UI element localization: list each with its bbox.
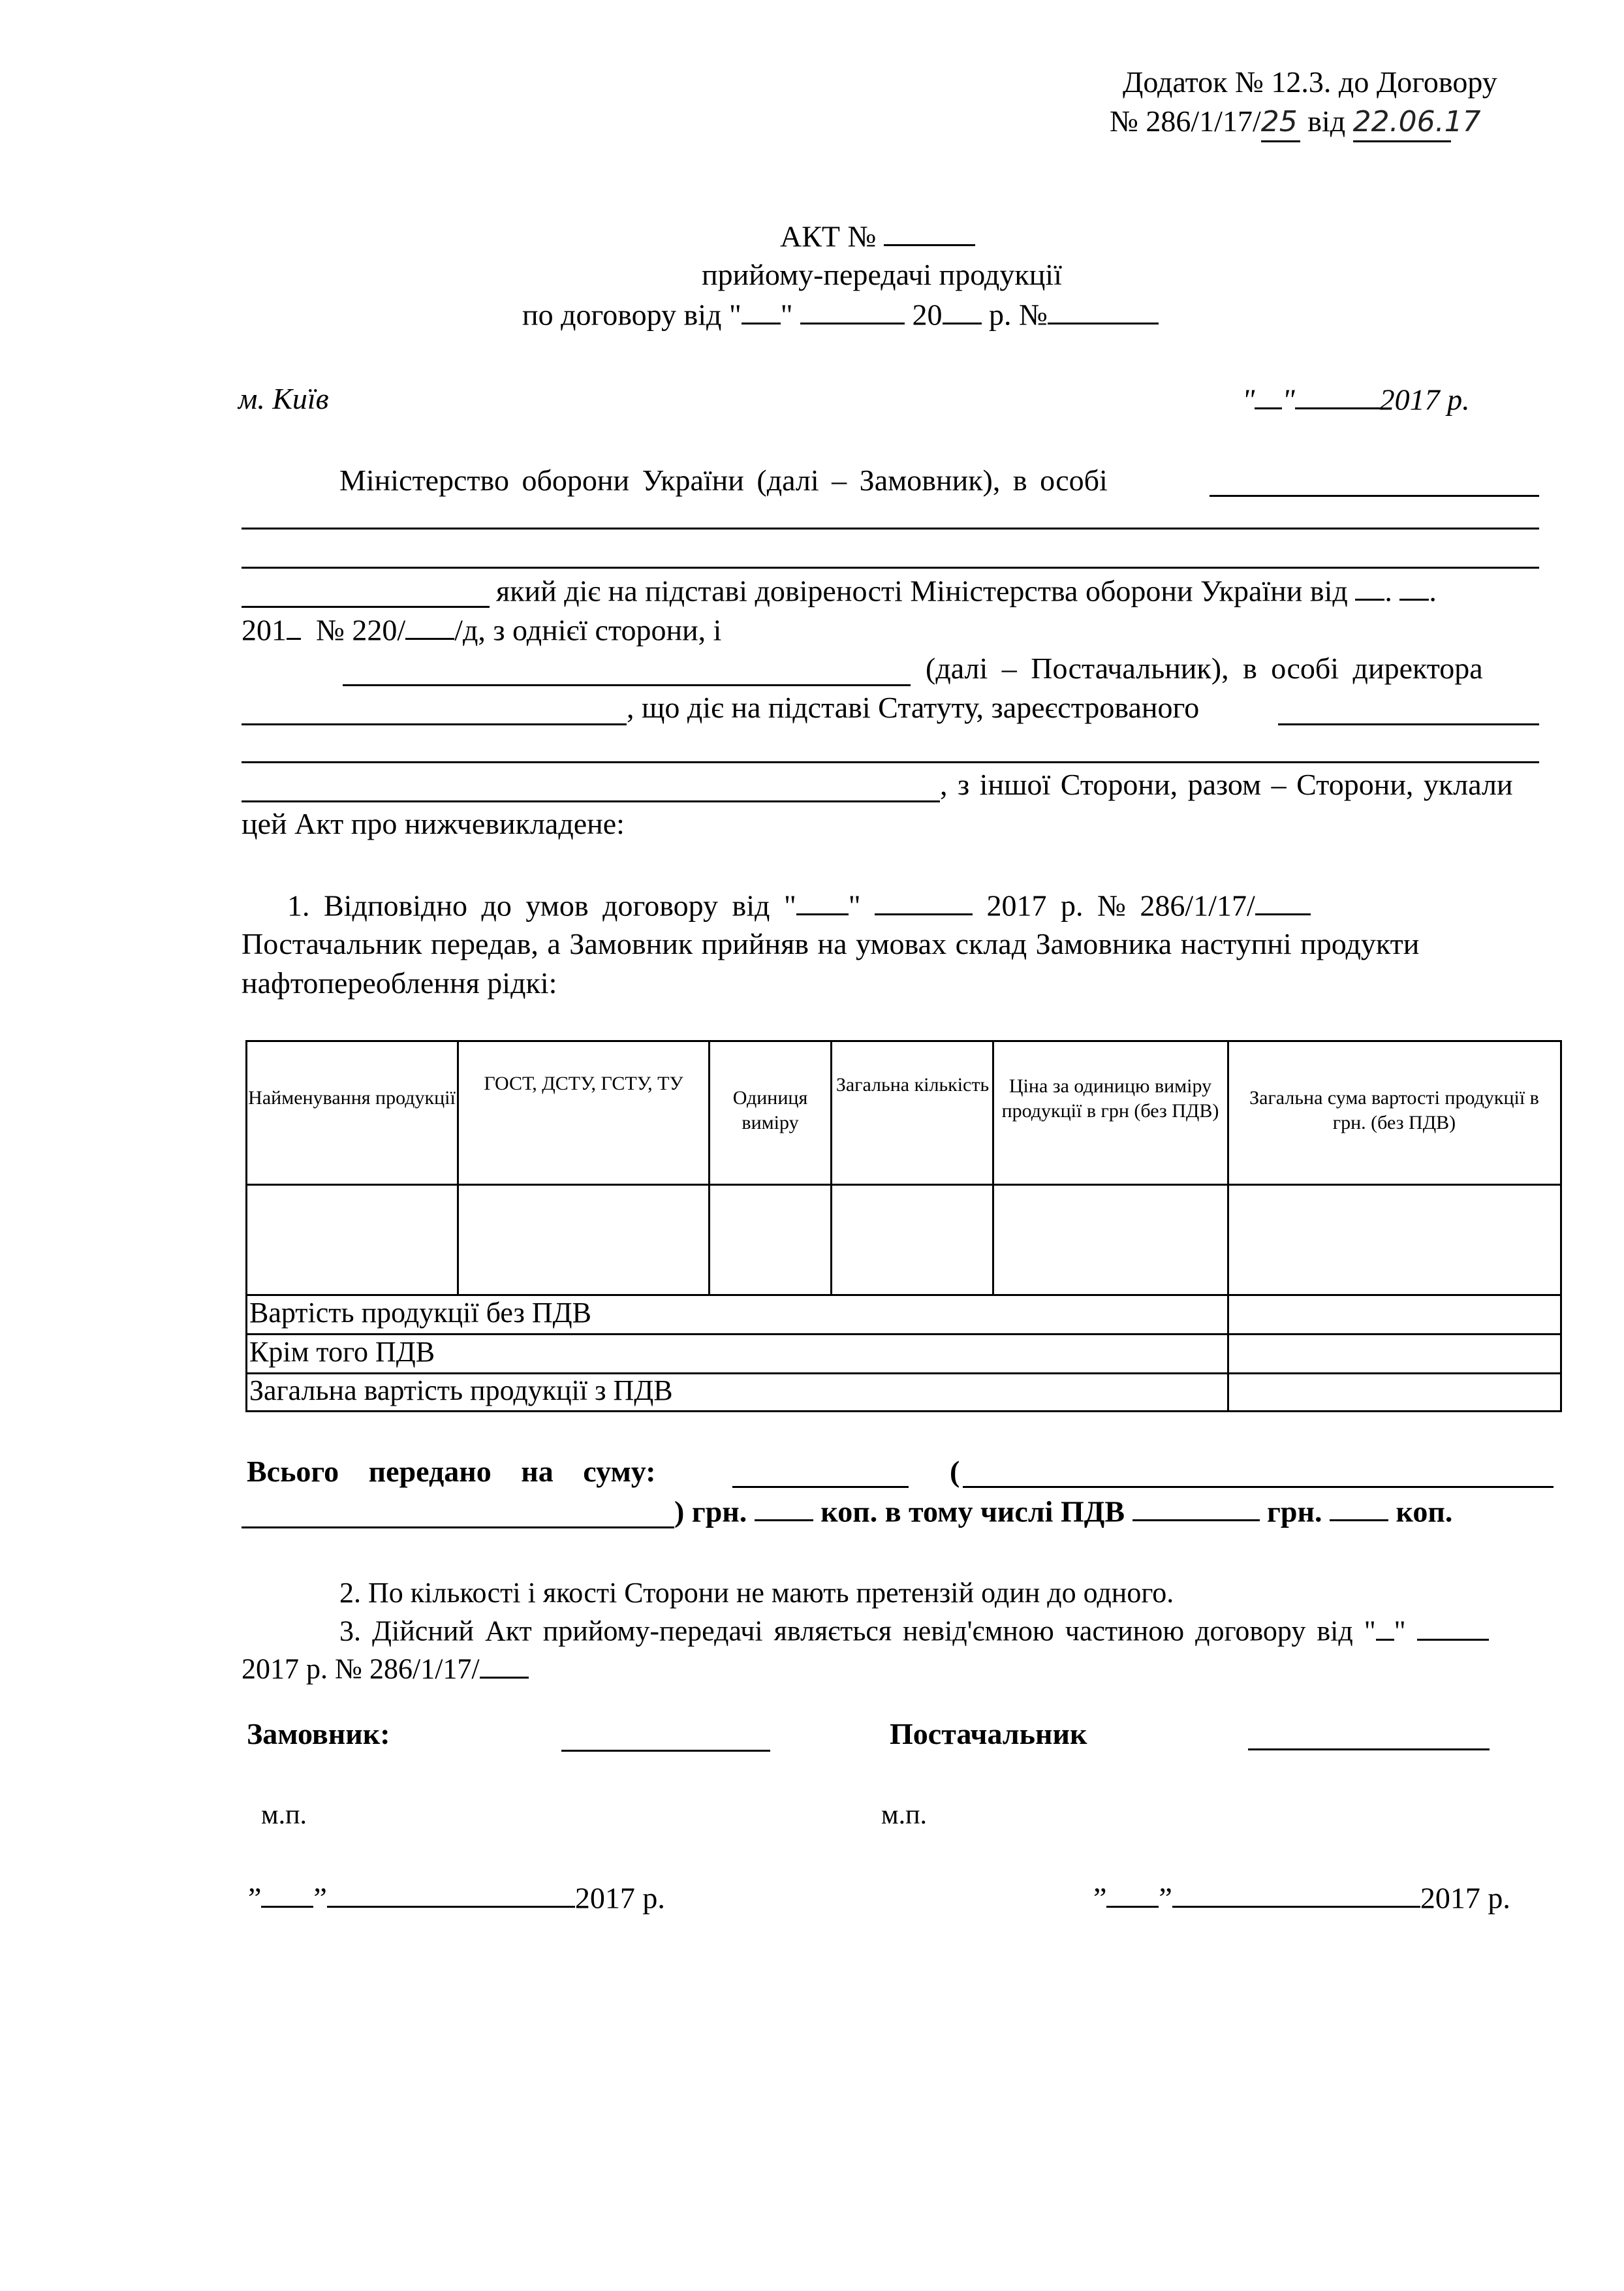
clause-3-day-field[interactable] <box>1376 1613 1394 1641</box>
clause-3-quote: " <box>1394 1615 1406 1647</box>
total-kop-field[interactable] <box>755 1493 813 1521</box>
item1-contract-number-field[interactable] <box>1255 887 1311 915</box>
item1-line3: нафтопереоблення рідкі: <box>242 966 557 1000</box>
annex-date-label: від <box>1300 104 1353 138</box>
annex-contract-ref <box>1110 103 1481 142</box>
table-cell-quantity[interactable] <box>833 1186 990 1293</box>
supplier-date-day-field[interactable] <box>1106 1879 1159 1908</box>
act-date-year: 2017 р. <box>1379 383 1470 417</box>
summary-label-vat: Крім того ПДВ <box>249 1336 435 1368</box>
supplier-date-quote-open: ” <box>1093 1881 1107 1915</box>
total-grn-label: ) грн. <box>674 1494 747 1528</box>
act-date <box>1242 381 1470 418</box>
annex-contract-number-field[interactable]: 25 <box>1261 104 1300 142</box>
table-header-product-name: Найменування продукції <box>248 1087 456 1109</box>
total-paren-open: ( <box>950 1455 960 1488</box>
table-col-divider-2 <box>708 1040 710 1294</box>
table-header-unit-price: Ціна за одиницю виміру продукції в грн (без ПДВ) <box>1001 1075 1219 1122</box>
poa-day-field[interactable] <box>1355 572 1384 601</box>
table-header-unit: Одиниця виміру <box>732 1087 808 1133</box>
supplier-intro: (далі – Постачальник), в особі директора <box>926 652 1483 685</box>
table-header-total-sum: Загальна сума вартості продукції в грн. (без ПДВ) <box>1249 1087 1539 1133</box>
total-amount-words-field-line2[interactable] <box>242 1526 674 1528</box>
poa-month-field[interactable] <box>1399 572 1429 601</box>
contract-month-field[interactable] <box>800 296 905 324</box>
table-cell-product-name[interactable] <box>248 1186 456 1293</box>
customer-date-day-field[interactable] <box>261 1879 313 1908</box>
table-cell-total-sum[interactable] <box>1230 1186 1558 1293</box>
act-subtitle: прийому-передачі продукції <box>702 258 1062 291</box>
poa-year-field[interactable] <box>287 611 301 640</box>
other-side-text: , з іншої Сторони, разом – Сторони, уклали <box>940 768 1513 801</box>
item1-day-field[interactable] <box>796 887 849 915</box>
table-border-top <box>245 1040 1562 1042</box>
contract-ref-year: 20 <box>912 298 943 332</box>
annex-title: Додаток № 12.3. до Договору <box>1123 65 1497 99</box>
supplier-date-quote-close: ” <box>1159 1881 1172 1915</box>
customer-date-month-field[interactable] <box>327 1879 575 1908</box>
supplier-name-field[interactable] <box>343 684 911 686</box>
act-date-quote-close: " <box>1282 383 1295 417</box>
poa-number-suffix: /д, з однієї сторони, і <box>454 613 722 647</box>
customer-representative-field[interactable] <box>1210 495 1539 497</box>
poa-number-line <box>242 611 721 648</box>
contract-number-field[interactable] <box>1048 296 1159 324</box>
table-col-divider-4 <box>992 1040 994 1294</box>
act-title-label: АКТ № <box>780 219 877 253</box>
supplier-sign-date <box>1093 1879 1510 1916</box>
total-vat-label: коп. в тому числі ПДВ <box>820 1494 1125 1528</box>
total-amount-field[interactable] <box>732 1486 909 1488</box>
statute-registration-field[interactable] <box>1278 723 1539 725</box>
customer-intro: Міністерство оборони України (далі – Замовник), в особі <box>339 464 1108 497</box>
table-col-divider-3 <box>830 1040 832 1294</box>
table-cell-unit-price[interactable] <box>995 1186 1225 1293</box>
act-date-quote-open: " <box>1242 383 1255 417</box>
summary-label-with-vat: Загальна вартість продукції з ПДВ <box>249 1374 673 1406</box>
act-date-day-field[interactable] <box>1255 381 1282 409</box>
item1-year: 2017 р. № 286/1/17/ <box>986 889 1255 923</box>
act-title <box>780 217 975 255</box>
customer-date-year: 2017 р. <box>574 1881 665 1915</box>
supplier-date-month-field[interactable] <box>1172 1879 1420 1908</box>
contract-ref-quote: " <box>780 298 793 332</box>
power-of-attorney-text <box>496 572 1437 609</box>
statute-registration-field-line2[interactable] <box>242 761 1539 763</box>
poa-number-field[interactable] <box>405 611 454 640</box>
power-of-attorney-label: який діє на підставі довіреності Міністерства оборони України від <box>496 574 1348 608</box>
item1-quote: " <box>848 889 861 923</box>
customer-representative-field-line2[interactable] <box>242 528 1539 529</box>
table-border-bottom <box>245 1410 1562 1412</box>
table-border-left <box>245 1040 247 1410</box>
customer-sign-date <box>248 1879 665 1916</box>
supplier-signature-label: Постачальник <box>890 1717 1087 1750</box>
poa-number-prefix: № 220/ <box>316 613 406 647</box>
clause-3-line1 <box>339 1613 1489 1650</box>
summary-value-without-vat[interactable] <box>1230 1296 1558 1332</box>
city: м. Київ <box>238 382 329 415</box>
customer-stamp-label: м.п. <box>261 1800 307 1830</box>
table-border-right <box>1560 1040 1562 1410</box>
clause-3-month-field[interactable] <box>1417 1613 1489 1641</box>
total-label: Всього передано на суму: <box>247 1455 656 1488</box>
total-vat-grn-field[interactable] <box>1132 1493 1260 1521</box>
clause-3-contract-ref: 2017 р. № 286/1/17/ <box>242 1652 480 1685</box>
customer-date-quote-close: ” <box>313 1881 327 1915</box>
total-vat-kop-label: коп. <box>1396 1494 1453 1528</box>
supplier-signature-field[interactable] <box>1248 1748 1490 1750</box>
contract-ref-number-label: р. № <box>989 298 1048 332</box>
contract-day-field[interactable] <box>742 296 781 324</box>
annex-contract-prefix: № 286/1/17/ <box>1110 104 1261 138</box>
customer-signature-field[interactable] <box>561 1750 770 1752</box>
item1-line1 <box>287 887 1311 924</box>
table-cell-unit[interactable] <box>711 1186 828 1293</box>
act-contract-ref <box>522 296 1159 333</box>
clause-2: 2. По кількості і якості Сторони не мають претензій один до одного. <box>339 1577 1174 1609</box>
table-header-standard: ГОСТ, ДСТУ, ГСТУ, ТУ <box>484 1073 683 1094</box>
act-number-field[interactable] <box>884 217 975 246</box>
customer-representative-field-line4[interactable] <box>242 606 490 608</box>
intro-end-text: цей Акт про нижчевикладене: <box>242 807 625 840</box>
summary-label-without-vat: Вартість продукції без ПДВ <box>249 1297 592 1329</box>
statute-registration-field-line3[interactable] <box>242 800 940 802</box>
customer-date-quote-open: ” <box>248 1881 262 1915</box>
poa-date-end: . <box>1429 574 1437 608</box>
table-header-divider <box>245 1184 1562 1186</box>
table-col-divider-1 <box>457 1040 459 1294</box>
act-date-month-field[interactable] <box>1295 381 1380 409</box>
summary-value-vat[interactable] <box>1230 1335 1558 1371</box>
total-line2 <box>674 1493 1452 1530</box>
director-name-field[interactable] <box>242 723 627 725</box>
total-vat-kop-field[interactable] <box>1330 1493 1388 1521</box>
item1-line2: Постачальник передав, а Замовник прийняв на умовах склад Замовника наступні продукти <box>242 927 1420 960</box>
customer-representative-field-line3[interactable] <box>242 567 1539 569</box>
clause-3-line2 <box>242 1651 529 1688</box>
annex-date-field[interactable]: 22.06.17 <box>1353 104 1451 142</box>
supplier-date-year: 2017 р. <box>1420 1881 1510 1915</box>
statute-text: , що діє на підставі Статуту, зареєстрованого <box>627 691 1200 724</box>
clause-3-contract-number-field[interactable] <box>480 1651 529 1679</box>
summary-value-with-vat[interactable] <box>1230 1374 1558 1410</box>
item1-start: 1. Відповідно до умов договору від " <box>287 889 796 923</box>
item1-month-field[interactable] <box>875 887 973 915</box>
poa-year-prefix: 201 <box>242 613 287 647</box>
table-col-divider-5 <box>1227 1040 1229 1410</box>
poa-date-sep: . <box>1384 574 1392 608</box>
clause-3-start: 3. Дійсний Акт прийому-передачі являється невід'ємною частиною договору від " <box>339 1615 1376 1647</box>
total-vat-grn-label: грн. <box>1267 1494 1322 1528</box>
supplier-stamp-label: м.п. <box>881 1800 928 1830</box>
contract-ref-prefix: по договору від " <box>522 298 742 332</box>
contract-year-field[interactable] <box>943 296 982 324</box>
table-header-quantity: Загальна кількість <box>835 1074 990 1096</box>
total-amount-words-field[interactable] <box>963 1486 1554 1488</box>
customer-signature-label: Замовник: <box>247 1717 390 1750</box>
table-cell-standard[interactable] <box>460 1186 706 1293</box>
